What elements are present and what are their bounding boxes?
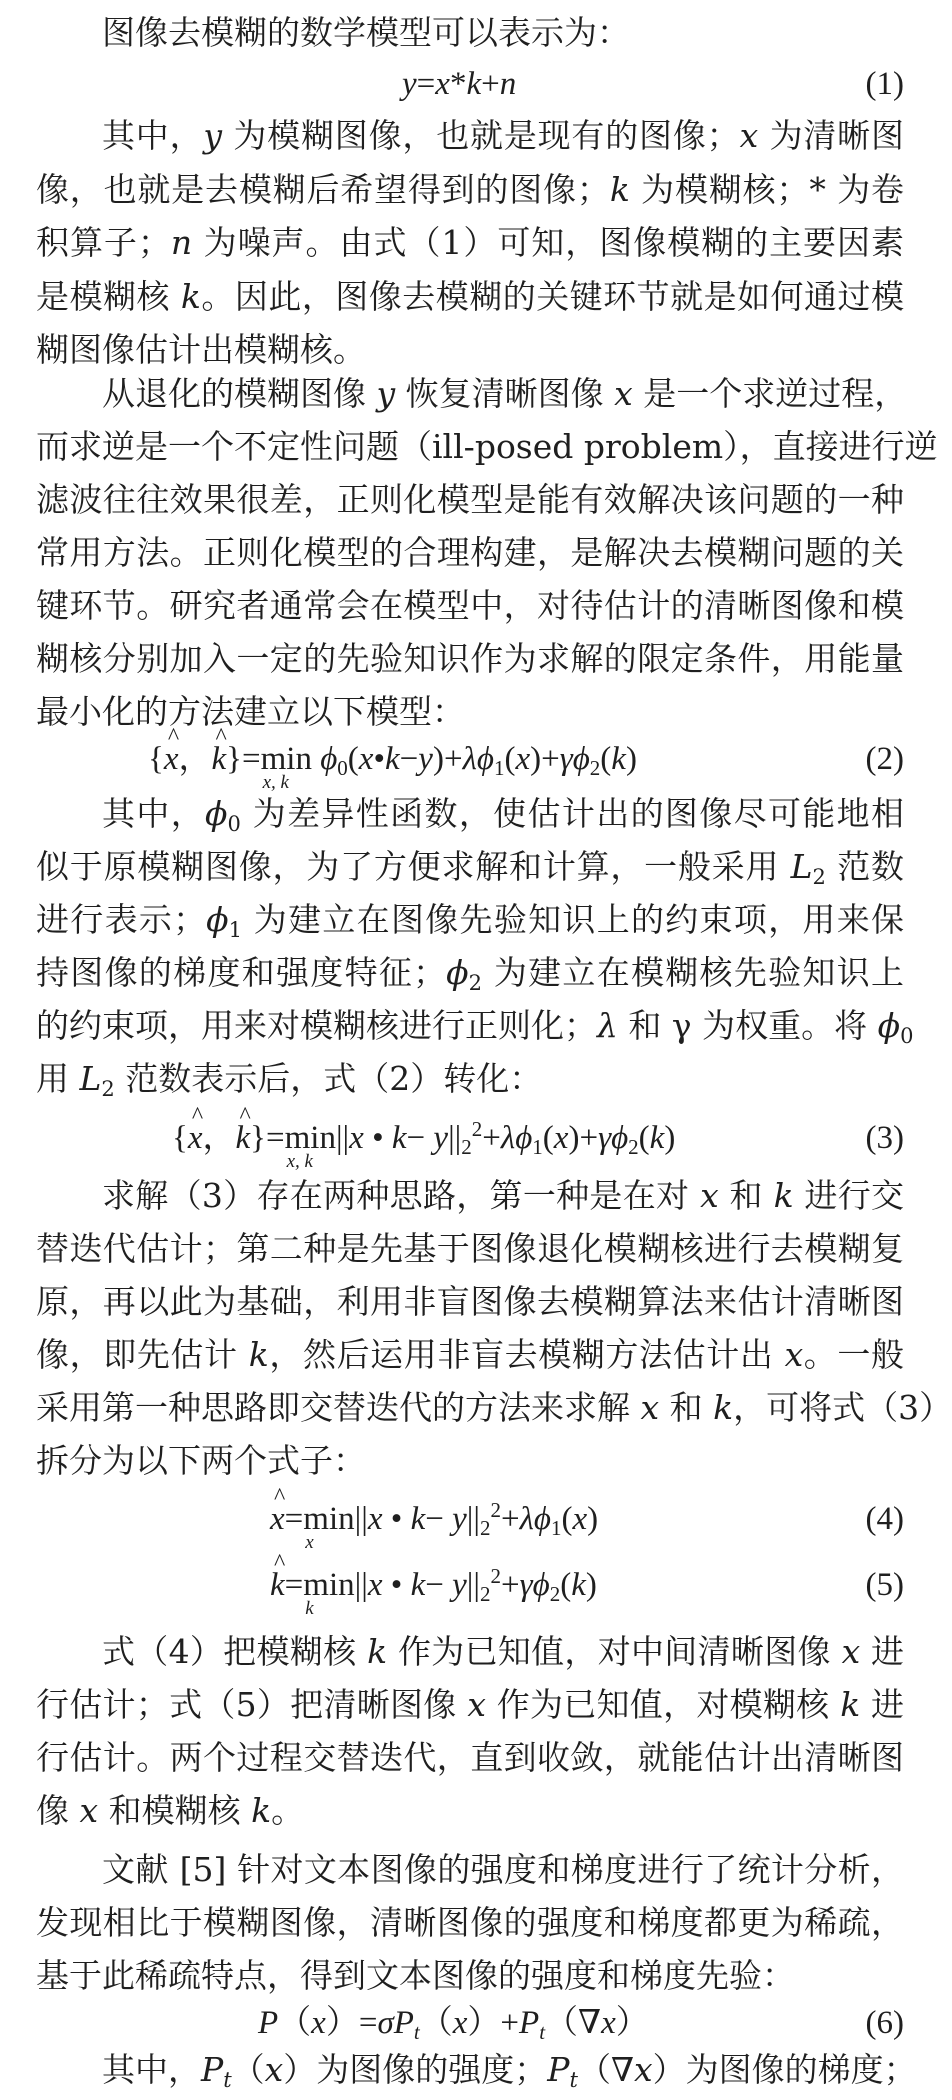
equation-expression: ^ k=min k ||x • $k- y||_2^2+\gamma\phi_2(k)$	[270, 1554, 597, 1616]
text-line: 原，再以此为基础，利用非盲图像去模糊算法来估计清晰图	[36, 1282, 904, 1321]
text-line: 持图像的梯度和强度特征；$\phi_2$ 为建立在模糊核先验知识上	[36, 953, 904, 995]
text-line: 采用第一种思路即交替迭代的方法来求解 x 和 k，可将式（3）	[36, 1388, 952, 1427]
text-line: 行估计；式（5）把清晰图像 x 作为已知值，对模糊核 k 进	[36, 1685, 904, 1724]
text-line: 滤波往往效果很差，正则化模型是能有效解决该问题的一种	[36, 480, 904, 519]
equation-number: (3)	[865, 1120, 904, 1156]
text-line: 糊图像估计出模糊核。	[36, 330, 366, 369]
text-line: 键环节。研究者通常会在模型中，对待估计的清晰图像和模	[36, 586, 904, 625]
text-line: 其中，$P_t(x)$为图像的强度；$P_t(\nabla x)$为图像的梯度；	[102, 2050, 917, 2092]
text-line: 像，即先估计 k，然后运用非盲去模糊方法估计出 x。一般	[36, 1335, 905, 1374]
text-line: 发现相比于模糊图像，清晰图像的强度和梯度都更为稀疏，	[36, 1903, 904, 1942]
text-line: 其中，$\phi_0$ 为差异性函数，使估计出的图像尽可能地相	[102, 794, 904, 836]
equation-4	[0, 1488, 940, 1553]
text-line: 基于此稀疏特点，得到文本图像的强度和梯度先验：	[36, 1956, 795, 1995]
text-line: 最小化的方法建立以下模型：	[36, 692, 465, 731]
equation-number: (5)	[865, 1567, 904, 1603]
text-line: 文献 [5] 针对文本图像的强度和梯度进行了统计分析，	[102, 1850, 904, 1889]
text-line: 用 $L_2$ 范数表示后，式（2）转化：	[36, 1059, 543, 1101]
text-line: 从退化的模糊图像 y 恢复清晰图像 x 是一个求逆过程，	[102, 374, 908, 413]
text-line: 图像去模糊的数学模型可以表示为：	[102, 13, 630, 52]
text-line: 常用方法。正则化模型的合理构建，是解决去模糊问题的关	[36, 533, 904, 572]
text-line: 求解（3）存在两种思路，第一种是在对 x 和 k 进行交	[102, 1176, 904, 1215]
text-line: 像，也就是去模糊后希望得到的图像；k 为模糊核；* 为卷	[36, 170, 905, 209]
text-line: 式（4）把模糊核 k 作为已知值，对中间清晰图像 x 进	[102, 1632, 904, 1671]
equation-expression: y=x*k+n	[402, 66, 517, 102]
text-line: 糊核分别加入一定的先验知识作为求解的限定条件，用能量	[36, 639, 904, 678]
text-line: 像 x 和模糊核 k。	[36, 1791, 305, 1830]
equation-expression: {^ x，^ k}=min x, k ||x • $k- y||_2^2+\lambda\phi_1(x)+\gamma\phi_2(k)$	[172, 1107, 675, 1169]
equation-expression: {^ x，^ k}=min x, k $\phi_0(x•k-y)+\lambda\phi_1(x)+\gamma\phi_2(k)$	[148, 728, 637, 790]
equation-number: (1)	[865, 66, 904, 102]
equation-expression: $P(x)=\sigma P_t(x)+P_t(\nabla x)$	[258, 2005, 649, 2044]
text-line: 的约束项，用来对模糊核进行正则化；λ 和 γ 为权重。将 $\phi_0$	[36, 1006, 914, 1048]
text-line: 拆分为以下两个式子：	[36, 1441, 366, 1480]
equation-number: (4)	[865, 1501, 904, 1537]
equation-expression: ^ x=min x ||x • $k- y||_2^2+\lambda\phi_1(x)$	[270, 1488, 598, 1550]
equation-2	[0, 728, 940, 793]
text-line: 似于原模糊图像，为了方便求解和计算，一般采用 $L_2$ 范数	[36, 847, 904, 889]
text-line: 进行表示；$\phi_1$ 为建立在图像先验知识上的约束项，用来保	[36, 900, 904, 942]
text-line: 而求逆是一个不定性问题（ill-posed problem），直接进行逆	[36, 427, 938, 466]
text-line: 是模糊核 k。因此，图像去模糊的关键环节就是如何通过模	[36, 277, 905, 316]
equation-3	[0, 1107, 940, 1172]
text-line: 行估计。两个过程交替迭代，直到收敛，就能估计出清晰图	[36, 1738, 904, 1777]
equation-number: (2)	[865, 741, 904, 777]
text-line: 替迭代估计；第二种是先基于图像退化模糊核进行去模糊复	[36, 1229, 904, 1268]
equation-5	[0, 1554, 940, 1619]
text-line: 其中，y 为模糊图像，也就是现有的图像；x 为清晰图	[102, 116, 904, 155]
equation-number: (6)	[865, 2005, 904, 2041]
text-line: 积算子；n 为噪声。由式（1）可知，图像模糊的主要因素	[36, 223, 904, 262]
